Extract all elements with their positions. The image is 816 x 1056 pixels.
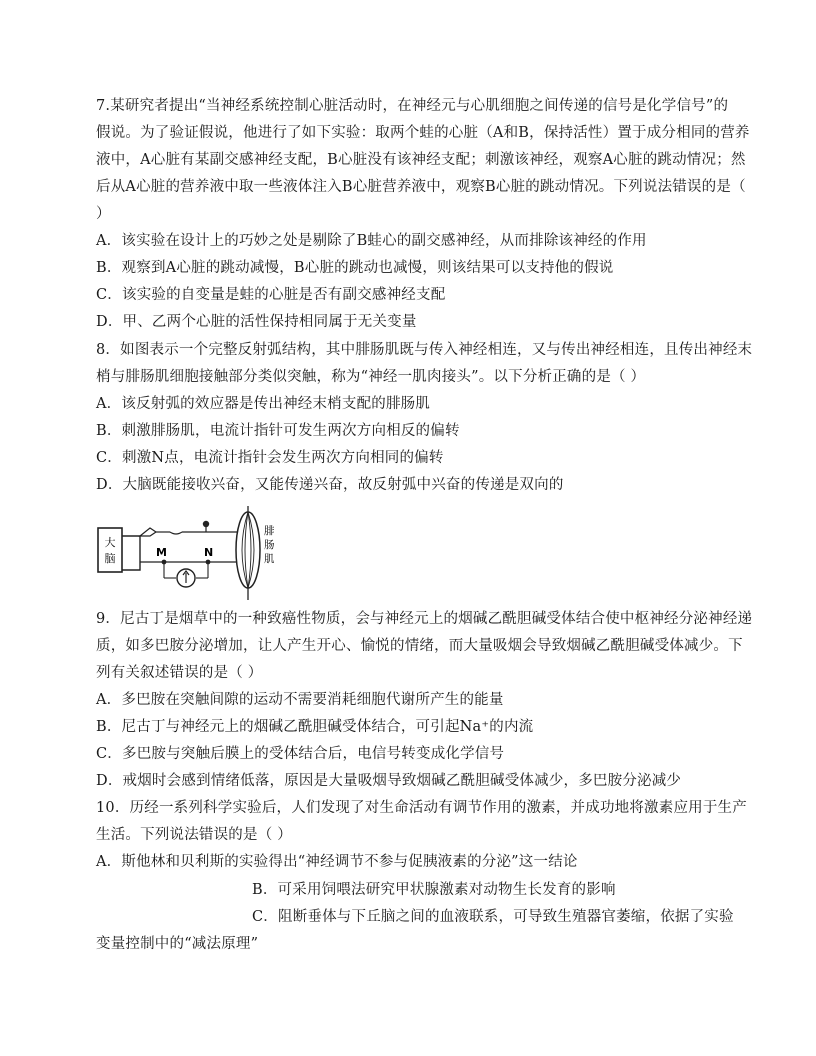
- muscle-shape: [236, 512, 260, 588]
- q8-option-b: B．刺激腓肠肌，电流计指针可发生两次方向相反的偏转: [96, 423, 460, 439]
- muscle-label-1: 腓: [264, 525, 274, 537]
- q9-option-a: A．多巴胺在突触间隙的运动不需要消耗细胞代谢所产生的能量: [96, 692, 504, 708]
- q10-option-a: A．斯他林和贝利斯的实验得出“神经调节不参与促胰液素的分泌”这一结论: [96, 854, 578, 870]
- q7-stem-line-5: ）: [96, 206, 111, 222]
- q10-option-c-continued: 变量控制中的“减法原理”: [96, 936, 259, 952]
- q9-option-d: D．戒烟时会感到情绪低落，原因是大量吸烟导致烟碱乙酰胆碱受体减少，多巴胺分泌减少: [96, 773, 682, 789]
- q10-stem-line-2: 生活。下列说法错误的是（ ）: [96, 827, 292, 843]
- q8-option-c: C．刺激N点，电流计指针会发生两次方向相同的偏转: [96, 450, 444, 466]
- q7-option-b: B．观察到A心脏的跳动减慢，B心脏的跳动也减慢，则该结果可以支持他的假说: [96, 260, 614, 276]
- point-n-label: N: [204, 546, 214, 559]
- q7-option-c: C．该实验的自变量是蛙的心脏是否有副交感神经支配: [96, 287, 446, 303]
- q7-option-d: D．甲、乙两个心脏的活性保持相同属于无关变量: [96, 314, 417, 330]
- brain-label-2: 脑: [104, 552, 116, 565]
- q8-stem-line-2: 梢与腓肠肌细胞接触部分类似突触，称为“神经一肌肉接头”。以下分析正确的是（ ）: [96, 369, 646, 385]
- brain-box: [98, 528, 122, 572]
- q10-stem-line-1: 10．历经一系列科学实验后，人们发现了对生命活动有调节作用的激素，并成功地将激素应用于生产: [96, 800, 747, 816]
- point-m-label: M: [156, 546, 167, 559]
- q9-stem-line-1: 9．尼古丁是烟草中的一种致癌性物质，会与神经元上的烟碱乙酰胆碱受体结合使中枢神经分泌神经递: [96, 611, 753, 627]
- q9-option-c: C．多巴胺与突触后膜上的受体结合后，电信号转变成化学信号: [96, 746, 505, 762]
- q8-stem-line-1: 8．如图表示一个完整反射弧结构，其中腓肠肌既与传入神经相连，又与传出神经相连，且传出神经末: [96, 342, 753, 358]
- q10-option-b: B．可采用饲喂法研究甲状腺激素对动物生长发育的影响: [252, 882, 616, 898]
- muscle-label-2: 肠: [264, 539, 274, 551]
- q7-stem-line-2: 假说。为了验证假说，他进行了如下实验：取两个蛙的心脏（A和B，保持活性）置于成分相同的营养: [96, 125, 750, 141]
- reflex-arc-figure: [96, 506, 274, 602]
- q7-option-a: A．该实验在设计上的巧妙之处是剔除了B蛙心的副交感神经，从而排除该神经的作用: [96, 233, 647, 249]
- muscle-label-3: 肌: [264, 553, 274, 565]
- q8-option-d: D．大脑既能接收兴奋，又能传递兴奋，故反射弧中兴奋的传递是双向的: [96, 477, 564, 493]
- brain-label-1: 大: [104, 536, 116, 549]
- q7-stem-line-3: 液中，A心脏有某副交感神经支配，B心脏没有该神经支配；刺激该神经，观察A心脏的跳动情况；然: [96, 152, 746, 168]
- q10-option-c: C．阻断垂体与下丘脑之间的血液联系，可导致生殖器官萎缩，依据了实验: [252, 909, 734, 925]
- q9-stem-line-3: 列有关叙述错误的是（ ）: [96, 665, 263, 681]
- q7-stem-line-1: 7.某研究者提出“当神经系统控制心脏活动时，在神经元与心肌细胞之间传递的信号是化学信号”的: [96, 98, 729, 114]
- q9-stem-line-2: 质，如多巴胺分泌增加，让人产生开心、愉悦的情绪，而大量吸烟会导致烟碱乙酰胆碱受体减少。下: [96, 638, 743, 654]
- reflex-arc-diagram: [96, 506, 274, 602]
- q9-option-b: B．尼古丁与神经元上的烟碱乙酰胆碱受体结合，可引起Na⁺的内流: [96, 719, 534, 735]
- q7-stem-line-4: 后从A心脏的营养液中取一些液体注入B心脏营养液中，观察B心脏的跳动情况。下列说法错误的是（: [96, 179, 746, 195]
- q8-option-a: A．该反射弧的效应器是传出神经末梢支配的腓肠肌: [96, 396, 431, 412]
